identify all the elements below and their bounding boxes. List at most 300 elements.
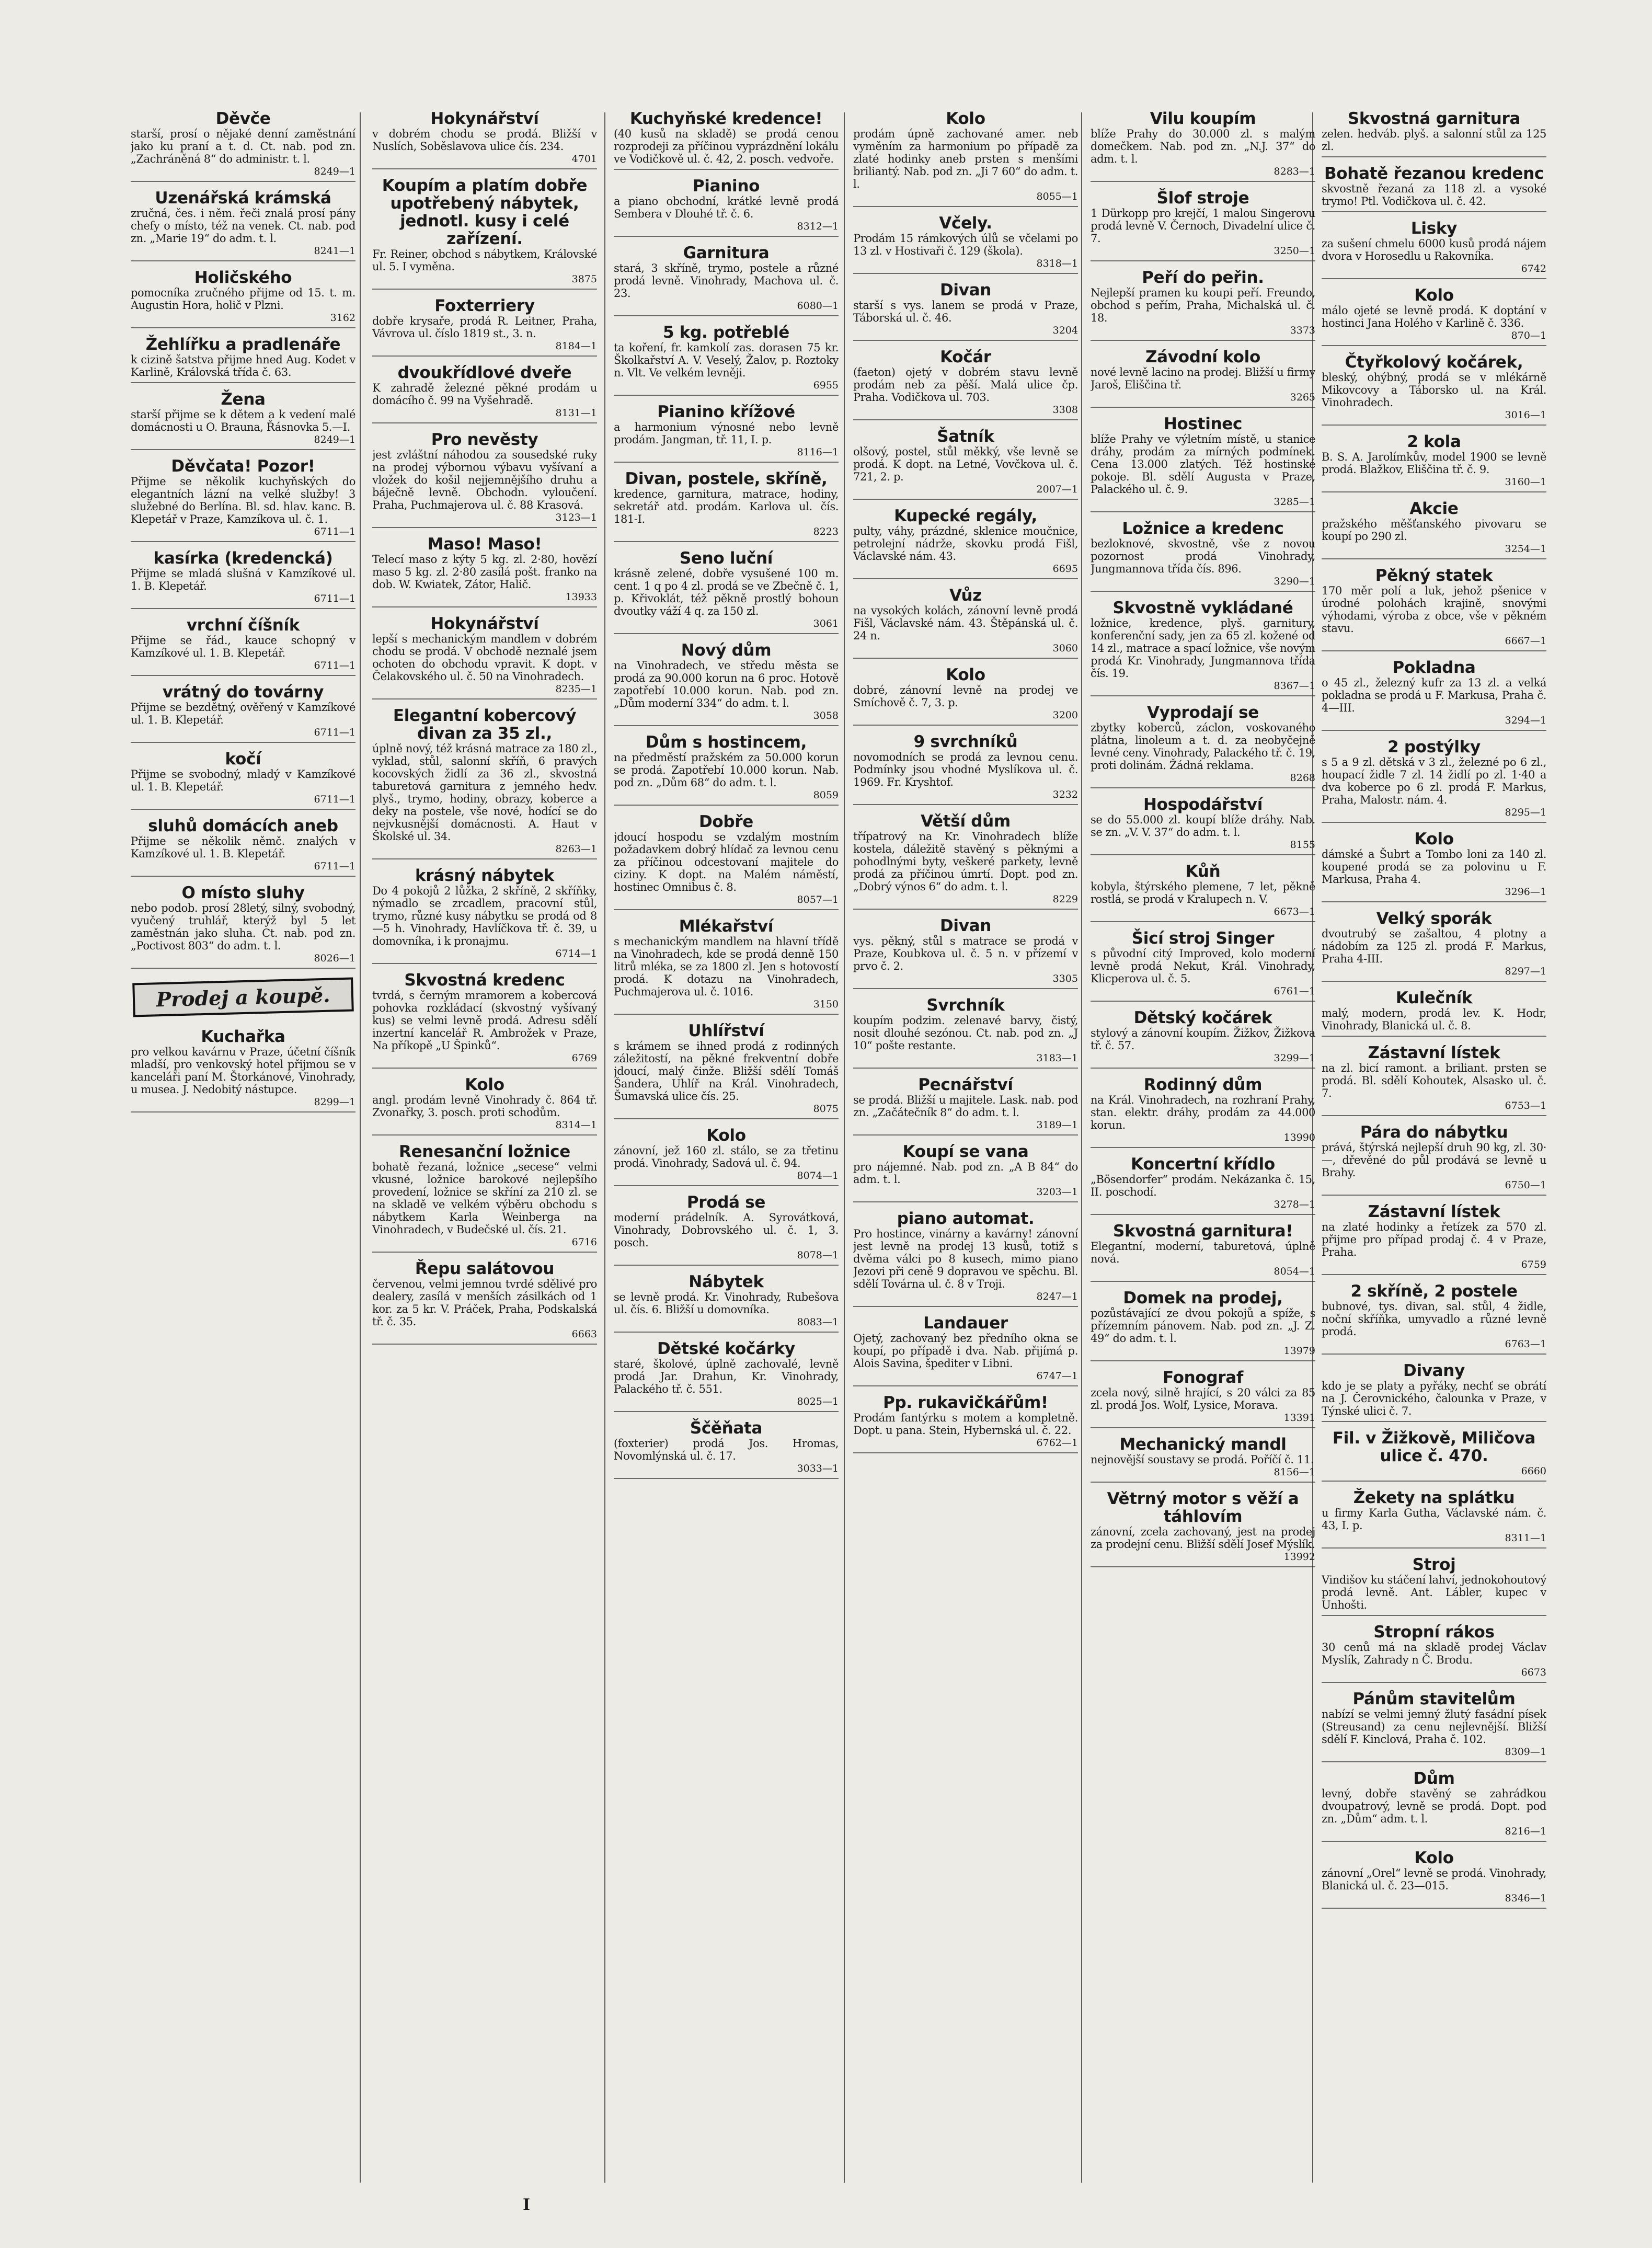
ad-headline: Divany (1403, 1361, 1465, 1380)
ad-reference-number: 3232 (1052, 789, 1078, 800)
ad-reference-number: 6769 (571, 1052, 597, 1064)
ad-text: Pro hostince, vinárny a kavárny! zánovní jest levně na prodej 13 kusů, totiž s dvěma válci po 8 kusech, mimo piano Jezovi při ceně 9 dopravou ve spěchu. Bl. sdělí Továrna ul. č. 8 v Troji. (853, 1228, 1078, 1290)
ad-headline: Zástavní lístek (1368, 1202, 1500, 1221)
ad-headline: Stroj (1412, 1555, 1456, 1574)
ad-reference-number: 8311—1 (1505, 1532, 1546, 1544)
classified-ad (372, 364, 597, 423)
ad-divider (1091, 1001, 1315, 1002)
ad-headline: Vyprodají se (1146, 703, 1259, 722)
classified-ad (1322, 567, 1546, 651)
ad-reference-number: 6759 (1521, 1259, 1546, 1270)
ad-text: kredence, garnitura, matrace, hodiny, sekretář atd. prodám. Karlova ul. čís. 181-I. (614, 488, 839, 525)
ad-text: bleský, ohýbný, prodá se v mlékárně Mikovcovy a Táborsko ul. na Král. Vinohradech. (1322, 371, 1546, 409)
ad-divider (131, 382, 355, 383)
column-rule (1081, 112, 1082, 2183)
ad-text: málo ojeté se levně prodá. K doptání v hostinci Jana Holého v Karlině č. 336. (1322, 304, 1546, 329)
classified-ad (131, 457, 355, 542)
ad-text: zelen. hedváb. plyš. a salonní stůl za 125 zl. (1322, 128, 1546, 153)
column-6 (1322, 110, 1546, 2196)
ad-text: pro nájemné. Nab. pod zn. „A B 84“ do adm. t. l. (853, 1161, 1078, 1186)
ad-divider (853, 578, 1078, 579)
ad-text: malý, modern, prodá lev. K. Hodr, Vinohrady, Blanická ul. č. 8. (1322, 1007, 1546, 1032)
ad-reference-number: 3875 (571, 273, 597, 285)
ad-divider (1091, 1482, 1315, 1483)
ad-text: úplně nový, též krásná matrace za 180 zl., vyklad, stůl, salonní skříň, 6 pravých kocovských židlí za 36 zl., skvostná taburetová garnitura z jemného hedv. plyš., trymo, hodiny, obrazy, koberce a deky na postele, vše nové, hodící se do nejvkusnější domácnosti. A. Haut v Školské ul. 34. (372, 742, 597, 843)
ad-headline: Kupecké regály, (894, 507, 1037, 525)
ad-divider (372, 963, 597, 964)
ad-reference-number: 8057—1 (797, 894, 839, 905)
ad-divider (1322, 1841, 1546, 1842)
ad-divider (131, 1111, 355, 1112)
ad-reference-number: 8346—1 (1505, 1893, 1546, 1904)
ad-divider (1091, 1214, 1315, 1215)
ad-text: starší přijme se k dětem a k vedení malé domácnosti u O. Brauna, Řásnovka 5.—I. (131, 408, 355, 433)
ad-reference-number: 3299—1 (1274, 1052, 1315, 1064)
ad-divider (1322, 822, 1546, 823)
ad-headline: piano automat. (897, 1209, 1035, 1228)
ad-reference-number: 6763—1 (1505, 1338, 1546, 1350)
classified-ad (1322, 220, 1546, 279)
classified-ad (372, 1076, 597, 1136)
ad-text: bezloknové, skvostně, vše z novou pozornost prodá Vinohrady, Jungmannova třída čís. 896. (1091, 537, 1315, 575)
ad-text: jest zvláštní náhodou za sousedské ruky na prodej výbornou výbavu vyšívaní a vložek do košil nejjemnějšího druhu a báječně levně. Obchodn. vyloučení. Praha, Puchmajerova ul. č. 88 Krasová. (372, 449, 597, 511)
ad-divider (614, 236, 839, 237)
ad-headline: Děvče (215, 110, 271, 128)
ad-divider (1091, 854, 1315, 855)
classified-ad (1091, 863, 1315, 922)
ad-reference-number: 8074—1 (797, 1170, 839, 1182)
ad-headline: Hokynářství (430, 614, 539, 633)
ad-reference-number: 8025—1 (797, 1396, 839, 1407)
ad-headline: Dětský kočárek (1133, 1008, 1272, 1027)
classified-ad (614, 403, 839, 463)
classified-ad (1091, 110, 1315, 182)
ad-divider (853, 658, 1078, 659)
classified-ad (131, 110, 355, 182)
ad-reference-number: 3250—1 (1274, 245, 1315, 257)
classified-ad (131, 336, 355, 383)
ad-reference-number: 6695 (1052, 563, 1078, 575)
classified-ad (1091, 1436, 1315, 1483)
ad-text: zánovní, zcela zachovaný, jest na prodej za prodejní cenu. Bližší sdělí Josef Mýslík. (1091, 1526, 1315, 1551)
ad-reference-number: 4701 (571, 153, 597, 165)
ad-reference-number: 13992 (1283, 1551, 1315, 1563)
ad-reference-number: 6711—1 (314, 794, 355, 805)
ad-headline: Kolo (946, 110, 985, 128)
ad-headline: Koupí se vana (902, 1142, 1029, 1161)
ad-text: Přijme se několik němč. znalých v Kamzíkové ul. 1. B. Klepetář. (131, 835, 355, 860)
ad-text: krásně zelené, dobře vysušené 100 m. cent. 1 q po 4 zl. prodá se ve Zbečně č. 1, p. Křivoklát, též pěkně prostlý bohoun dvoutky váží 4 q. za 150 zl. (614, 567, 839, 617)
ad-divider (614, 725, 839, 726)
classified-ad (614, 244, 839, 316)
ad-divider (853, 1452, 1078, 1453)
ad-text: Přijme se mladá slušná v Kamzíkové ul. 1. B. Klepetář. (131, 567, 355, 592)
classified-ad (853, 733, 1078, 805)
ad-divider (131, 541, 355, 542)
ad-headline: Pára do nábytku (1360, 1123, 1508, 1142)
ad-reference-number: 8367—1 (1274, 680, 1315, 692)
ad-text: dobré, zánovní levně na prodej ve Smíchově č. 7, 3. p. (853, 684, 1078, 709)
classified-ad (1322, 353, 1546, 426)
ad-headline: 2 postýlky (1387, 738, 1481, 756)
column-4 (853, 110, 1078, 2196)
ad-divider (1091, 1566, 1315, 1567)
ad-divider (614, 169, 839, 170)
ad-headline: Žekety na splátku (1353, 1488, 1515, 1507)
page-mark: I (523, 2196, 531, 2214)
classified-ad (853, 917, 1078, 989)
ad-text: Přijme se bezdětný, ověřený v Kamzíkové ul. 1. B. Klepetář. (131, 701, 355, 726)
ad-text: se do 55.000 zl. koupí blíže dráhy. Nab. se zn. „V. V. 37“ do adm. t. l. (1091, 813, 1315, 839)
ad-reference-number: 8055—1 (1036, 191, 1078, 202)
ad-text: zánovní „Orel“ levně se prodá. Vinohrady, Blanická ul. č. 23—015. (1322, 1867, 1546, 1892)
ad-text: zbytky koberců, záclon, voskovaného plátna, linoleum a t. d. za neobyčejně levné ceny. Vinohrady, Palackého tř. č. 19, proti dolinám. Žádná reklama. (1091, 721, 1315, 772)
classified-ad (614, 641, 839, 726)
classified-ad (853, 1076, 1078, 1136)
classified-ad (853, 214, 1078, 274)
classified-ad (131, 1028, 355, 1112)
classified-ad (1091, 415, 1315, 512)
ad-headline: Velký sporák (1376, 909, 1492, 928)
ad-reference-number: 6761—1 (1274, 985, 1315, 997)
ad-divider (372, 527, 597, 528)
ad-divider (1091, 695, 1315, 696)
ad-divider (614, 1332, 839, 1333)
ad-reference-number: 13391 (1283, 1412, 1315, 1424)
ad-text: červenou, velmi jemnou tvrdé sdělivé pro dealery, zasílá v menších zásilkách od 1 kor. za 5 kr. V. Práček, Praha, Podskalská tř. č. 35. (372, 1278, 597, 1328)
ad-reference-number: 3160—1 (1505, 476, 1546, 488)
ad-divider (372, 1068, 597, 1069)
classified-ad (372, 971, 597, 1069)
ad-divider (853, 804, 1078, 805)
ad-text: (foxterier) prodá Jos. Hromas, Novomlýnská ul. č. 17. (614, 1437, 839, 1462)
classified-ad (614, 177, 839, 237)
ad-text: pulty, váhy, prázdné, sklenice moučnice, petrolejní nádrže, skovku prodá Fišl, Václavské nám. 43. (853, 525, 1078, 563)
ad-divider (1322, 650, 1546, 651)
ad-headline: kočí (225, 750, 261, 769)
ad-headline: Dobře (698, 812, 754, 831)
ad-divider (372, 168, 597, 169)
ad-headline: Závodní kolo (1145, 348, 1260, 366)
classified-ad (372, 535, 597, 607)
ad-headline: Foxterriery (434, 296, 535, 315)
ad-reference-number: 8223 (813, 526, 839, 537)
ad-headline: Pp. rukavičkářům! (883, 1393, 1048, 1412)
ad-headline: Pokladna (1392, 658, 1476, 677)
ad-reference-number: 8078—1 (797, 1249, 839, 1261)
classified-ad (1322, 738, 1546, 823)
ad-divider (853, 1068, 1078, 1069)
classified-ad (1091, 348, 1315, 408)
classified-ad (853, 281, 1078, 341)
ad-reference-number: 8299—1 (314, 1096, 355, 1108)
ad-divider (853, 1201, 1078, 1202)
ad-headline: Koncertní křídlo (1131, 1155, 1275, 1174)
ad-reference-number: 8184—1 (555, 340, 597, 352)
classified-ad (853, 1314, 1078, 1386)
classified-ad (1322, 830, 1546, 902)
classified-ad (853, 1394, 1078, 1453)
classified-ad (1322, 165, 1546, 212)
ad-text: zánovní, jež 160 zl. stálo, se za třetinu prodá. Vinohrady, Sadová ul. č. 94. (614, 1144, 839, 1169)
ad-reference-number: 3183—1 (1036, 1052, 1078, 1064)
ad-text: na zl. bicí ramont. a briliant. prsten se prodá. Bl. sdělí Kohoutek, Alsasko ul. č. 7. (1322, 1062, 1546, 1099)
ad-text: kdo je se platy a pyřáky, nechť se obrátí na J. Čerovnického, čalounka v Praze, v Týnské ulici č. 7. (1322, 1380, 1546, 1417)
ad-headline: Kuchařka (201, 1027, 285, 1046)
ad-reference-number: 8309—1 (1505, 1746, 1546, 1758)
ad-reference-number: 8026—1 (314, 953, 355, 964)
ad-reference-number: 3189—1 (1036, 1119, 1078, 1131)
ad-reference-number: 6673—1 (1274, 906, 1315, 917)
classified-ad (131, 884, 355, 969)
ad-text: nové levně lacino na prodej. Bližší u firmy Jaroš, Eliščina tř. (1091, 366, 1315, 391)
ad-headline: Skvostně vykládané (1112, 599, 1293, 617)
ad-divider (614, 1185, 839, 1186)
ad-divider (614, 1411, 839, 1412)
classified-ad (614, 470, 839, 542)
ad-reference-number: 8059 (813, 789, 839, 801)
ad-divider (131, 449, 355, 450)
ad-text: a harmonium výnosné nebo levně prodám. Jangman, tř. 11, I. p. (614, 421, 839, 446)
ad-text: dvoutrubý se zašaltou, 4 plotny a nádobím za 125 zl. prodá F. Markus, Praha 4-III. (1322, 927, 1546, 965)
ad-headline: Pianino (692, 177, 760, 196)
ad-text: bohatě řezaná, ložnice „secese“ velmi vkusné, ložnice barokové nejlepšího provedení, ložnice se skříní za 210 zl. se na skladě ve velkém výběru obchodu s nábytkem Karla Weinberga na Vinohradech, v Budečské ul. čís. 21. (372, 1161, 597, 1236)
ad-text: na zlaté hodinky a řetízek za 570 zl. přijme pro případ prodaj č. 4 v Praze, Praha. (1322, 1221, 1546, 1258)
classified-ad (614, 1127, 839, 1186)
classified-ad (853, 428, 1078, 500)
ad-headline: Skvostná kredenc (404, 971, 565, 990)
ad-reference-number: 6742 (1521, 263, 1546, 274)
ad-headline: dvoukřídlové dveře (397, 363, 572, 382)
ad-reference-number: 3290—1 (1274, 576, 1315, 587)
ad-headline: Kolo (1414, 1849, 1454, 1867)
ad-text: nejnovější soustavy se prodá. Poříčí č. 11. (1091, 1453, 1314, 1466)
ad-divider (1091, 1068, 1315, 1069)
ad-divider (1322, 278, 1546, 279)
ad-text: na předměstí pražském za 50.000 korun se prodá. Zapotřebí 10.000 korun. Nab. pod zn. „Dům 68“ do adm. t. l. (614, 751, 839, 789)
ad-headline: Uzenářská krámská (155, 189, 331, 208)
classified-ad (1322, 1690, 1546, 1762)
ad-headline: Pánům stavitelům (1352, 1690, 1516, 1708)
column-rule (604, 112, 605, 2183)
classified-ad (372, 1260, 597, 1345)
ad-headline: Maso! Maso! (427, 535, 542, 554)
ad-headline: Děvčata! Pozor! (171, 457, 315, 476)
ad-text: Prodám fantýrku s motem a kompletně. Dopt. u pana. Stein, Hybernská ul. č. 22. (853, 1412, 1078, 1437)
ad-text: Telecí maso z kýty 5 kg. zl. 2·80, hovězí maso 5 kg. zl. 2·80 zasílá pošt. franko na dob. W. Kwiatek, Zátor, Halič. (372, 553, 597, 591)
classified-ad (1322, 1623, 1546, 1683)
classified-ad (614, 1340, 839, 1412)
ad-divider (614, 1478, 839, 1479)
ad-headline: Mlékařství (679, 917, 774, 936)
ad-headline: Divan (939, 281, 992, 300)
ad-text: nabízí se velmi jemný žlutý fasádní písek (Streusand) za cenu nejlevnější. Bližší sdělí F. Kinclová, Praha č. 102. (1322, 1708, 1546, 1746)
ad-headline: Kolo (706, 1126, 746, 1145)
classified-ad (1322, 1362, 1546, 1422)
classified-ad (1322, 1770, 1546, 1842)
ad-text: starší, prosí o nějaké denní zaměstnání jako ku praní a t. d. Ct. nab. pod zn. „Zachráněná 8“ do administr. t. l. (131, 128, 355, 165)
ad-headline: Elegantní kobercový divan za 35 zl., (393, 706, 577, 743)
classified-ad (614, 917, 839, 1015)
ad-text: s krámem se ihned prodá z rodinných záležitostí, na pěkné frekventní dobře jdoucí, malý činže. Bližší sdělí Tomáš Šandera, Uhlíř na Král. Vinohradech, Šumavská ulice čís. 25. (614, 1040, 839, 1103)
ad-text: zcela nový, silně hrající, s 20 válci za 85 zl. prodá Jos. Wolf, Lysice, Morava. (1091, 1386, 1315, 1412)
ad-divider (853, 1385, 1078, 1386)
ad-headline: Šlof stroje (1156, 189, 1249, 208)
ad-reference-number: 3061 (813, 618, 839, 629)
ad-reference-number: 3058 (813, 710, 839, 721)
ad-divider (853, 273, 1078, 274)
ad-headline: Pro nevěsty (431, 430, 538, 449)
ad-reference-number: 8297—1 (1505, 966, 1546, 977)
ad-headline: Fonograf (1162, 1368, 1244, 1387)
ad-reference-number: 8295—1 (1505, 807, 1546, 818)
ad-headline: 2 kola (1407, 432, 1461, 451)
ad-divider (614, 462, 839, 463)
ad-reference-number: 8235—1 (555, 683, 597, 695)
ad-divider (372, 698, 597, 699)
ad-text: na vysokých kolách, zánovní levně prodá Fišl, Václavské nám. 43. Štěpánská ul. č. 24 n. (853, 604, 1078, 642)
ad-reference-number: 6711—1 (314, 526, 355, 537)
classified-ad (1091, 520, 1315, 592)
column-2 (372, 110, 597, 2196)
ad-reference-number: 3305 (1052, 973, 1078, 984)
ad-reference-number: 3033—1 (797, 1463, 839, 1474)
ad-headline: Větší dům (921, 812, 1011, 831)
ad-reference-number: 3123—1 (555, 512, 597, 523)
ad-reference-number: 6663 (571, 1328, 597, 1340)
classified-ad (1091, 599, 1315, 696)
classified-ad (1322, 1203, 1546, 1275)
ad-text: levný, dobře stavěný se zahrádkou dvoupatrový, levně se prodá. Dopt. pod zn. „Dům“ adm. t. l. (1322, 1787, 1546, 1825)
ad-reference-number: 6716 (571, 1236, 597, 1248)
column-rule (360, 112, 361, 2183)
ad-divider (614, 1014, 839, 1015)
ad-headline: krásný nábytek (415, 866, 554, 885)
ad-divider (372, 422, 597, 423)
ad-headline: Řepu salátovou (415, 1259, 555, 1278)
ad-reference-number: 8216—1 (1505, 1826, 1546, 1837)
ad-reference-number: 3203—1 (1036, 1186, 1078, 1198)
ad-divider (853, 909, 1078, 910)
ad-divider (853, 725, 1078, 726)
ad-reference-number: 3265 (1290, 392, 1315, 403)
ad-reference-number: 8312—1 (797, 221, 839, 232)
ad-reference-number: 6660 (1521, 1465, 1546, 1477)
ad-text: Nejlepší pramen ku koupi peří. Freundo, obchod s peřím, Praha, Michalská ul. č. 18. (1091, 286, 1315, 324)
ad-divider (1322, 1761, 1546, 1762)
classified-ad (853, 1210, 1078, 1307)
ad-text: na Vinohradech, ve středu města se prodá za 90.000 korun na 6 proc. Hotově zapotřebí 10.000 korun. Nab. pod zn. „Dům moderní 334“ do adm. t. l. (614, 659, 839, 709)
classified-ad (1091, 1222, 1315, 1282)
classified-ad (614, 110, 839, 170)
ad-reference-number: 3308 (1052, 404, 1078, 416)
ad-reference-number: 6080—1 (797, 300, 839, 312)
classified-ad (853, 348, 1078, 420)
ad-divider (1322, 1908, 1546, 1909)
ad-headline: Divan (939, 916, 992, 935)
classified-ad (614, 1194, 839, 1266)
classified-ad (131, 269, 355, 328)
classified-ad (1091, 1155, 1315, 1215)
ad-text: koupím podzim. zelenavé barvy, čistý, nosit dlouhé sezónou. Ct. nab. pod zn. „J 10“ pošte restante. (853, 1014, 1078, 1052)
classified-ad (1091, 704, 1315, 788)
classified-ad (853, 996, 1078, 1069)
ad-reference-number: 8075 (813, 1103, 839, 1115)
classified-ad (131, 616, 355, 676)
ad-divider (1322, 211, 1546, 212)
ad-reference-number: 8283—1 (1274, 166, 1315, 177)
ad-divider (131, 181, 355, 182)
ad-divider (1322, 425, 1546, 426)
classified-ad (853, 507, 1078, 579)
ad-divider (372, 289, 597, 290)
ad-text: tvrdá, s černým mramorem a kobercová pohovka rozkládací (skvostný vyšívaný kus) se velmi levně prodá. Adresu sdělí inzertní kancelář R. Ambrožek v Praze, Na příkopě „U Špinků“. (372, 989, 597, 1052)
ad-reference-number: 3016—1 (1505, 409, 1546, 421)
ad-headline: Ščěňata (690, 1419, 763, 1438)
ad-headline: Vůz (949, 586, 982, 605)
ad-headline: Stropní rákos (1373, 1623, 1495, 1642)
ad-divider (1091, 1147, 1315, 1148)
ad-headline: Nábytek (689, 1272, 764, 1291)
ad-text: Do 4 pokojů 2 lůžka, 2 skříně, 2 skříňky, nýmadlo se zrcadlem, pracovní stůl, trymo, různé kusy nábytku se prodá od 8—5 h. Vinohrady, Havlíčkova tř. č. 39, u domovníka, i k pronajmu. (372, 885, 597, 947)
ad-text: pro velkou kavárnu v Praze, účetní číšník mladší, pro venkovský hotel přijmou se v kanceláři paní M. Štorkánové, Vinohrady, u musea. J. Nedobitý nástupce. (131, 1046, 355, 1096)
ad-text: lepší s mechanickým mandlem v dobrém chodu se prodá. V obchodě neznalé jsem ochoten do obchodu vpravit. K dopt. v Čelakovského ul. č. 50 na Vinohradech. (372, 633, 597, 683)
ad-text: starší s vys. lanem se prodá v Praze, Táborská ul. č. 46. (853, 299, 1078, 324)
ad-text: „Bösendorfer“ prodám. Nekázanka č. 15, II. poschodí. (1091, 1173, 1315, 1198)
ad-headline: Hokynářství (430, 110, 539, 128)
classified-ad (614, 733, 839, 806)
ad-text: pozůstávající ze dvou pokojů a spíže, s přízemním pánovem. Nab. pod zn. „J. Z. 49“ do adm. t. l. (1091, 1307, 1315, 1345)
ad-reference-number: 3278—1 (1274, 1199, 1315, 1210)
ad-text: K zahradě železné pěkné prodám u domácího č. 99 na Vyšehradě. (372, 382, 597, 407)
ad-headline: 9 svrchníků (913, 732, 1018, 751)
ad-reference-number: 870—1 (1511, 330, 1546, 341)
classified-ad (1322, 286, 1546, 346)
ad-reference-number: 13933 (565, 591, 597, 603)
classified-ad (372, 867, 597, 964)
ad-divider (131, 742, 355, 743)
classified-ad (1322, 1489, 1546, 1549)
ad-headline: Dům (1413, 1769, 1455, 1788)
ad-headline: Domek na prodej, (1123, 1289, 1283, 1307)
ad-text: Přijme se několik kuchyňských do elegantních lázní na velké služby! 3 služebné do Berlína. Bl. sd. hlav. kanc. B. Klepetář v Praze, Kamzíkova ul. č. 1. (131, 475, 355, 525)
ad-headline: Včely. (939, 214, 992, 233)
ad-headline: vrchní číšník (186, 616, 300, 635)
classified-ad (853, 110, 1078, 207)
ad-text: třípatrový na Kr. Vinohradech blíže kostela, dáležitě stavěný s pěknými a pohodlnými byty, veškeré parkety, levně prodá za příčinou úmrtí. Dopt. pod zn. „Dobrý výnos 6“ do adm. t. l. (853, 830, 1078, 893)
classified-ad (372, 177, 597, 290)
ad-divider (1322, 901, 1546, 902)
classified-ad (1322, 910, 1546, 982)
ad-text: stylový a zánovní koupím. Žižkov, Žižkova tř. č. 57. (1091, 1027, 1315, 1052)
ad-divider (1322, 491, 1546, 492)
classified-ad (372, 707, 597, 859)
ad-text: prodám úpně zachované amer. neb vyměním za harmonium po případě za zlaté hodinky aneb prsten s menšími briliantý. Nab. pod zn. „Ji 7 60“ do adm. t. l. (853, 128, 1078, 190)
ad-divider (1091, 921, 1315, 922)
classified-ad (1091, 269, 1315, 341)
ad-divider (1322, 1195, 1546, 1196)
classified-ad (1091, 1009, 1315, 1069)
ad-text: staré, školové, úplně zachovalé, levně prodá Jar. Drahun, Kr. Vinohrady, Palackého tř. č. 551. (614, 1358, 839, 1395)
ad-reference-number: 3204 (1052, 325, 1078, 336)
ad-headline: Dětské kočárky (657, 1339, 795, 1358)
ad-text: s původní citý Improved, kolo moderní levně prodá Nekut, Král. Vinohrady, Klicperova ul. č. 5. (1091, 947, 1315, 985)
ad-text: Přijme se svobodný, mladý v Kamzíkové ul. 1. B. Klepetář. (131, 768, 355, 793)
ad-headline: Divan, postele, skříně, (625, 469, 828, 488)
classified-ad (131, 391, 355, 450)
ad-reference-number: 3060 (1052, 643, 1078, 654)
ad-headline: Šicí stroj Singer (1131, 929, 1275, 948)
